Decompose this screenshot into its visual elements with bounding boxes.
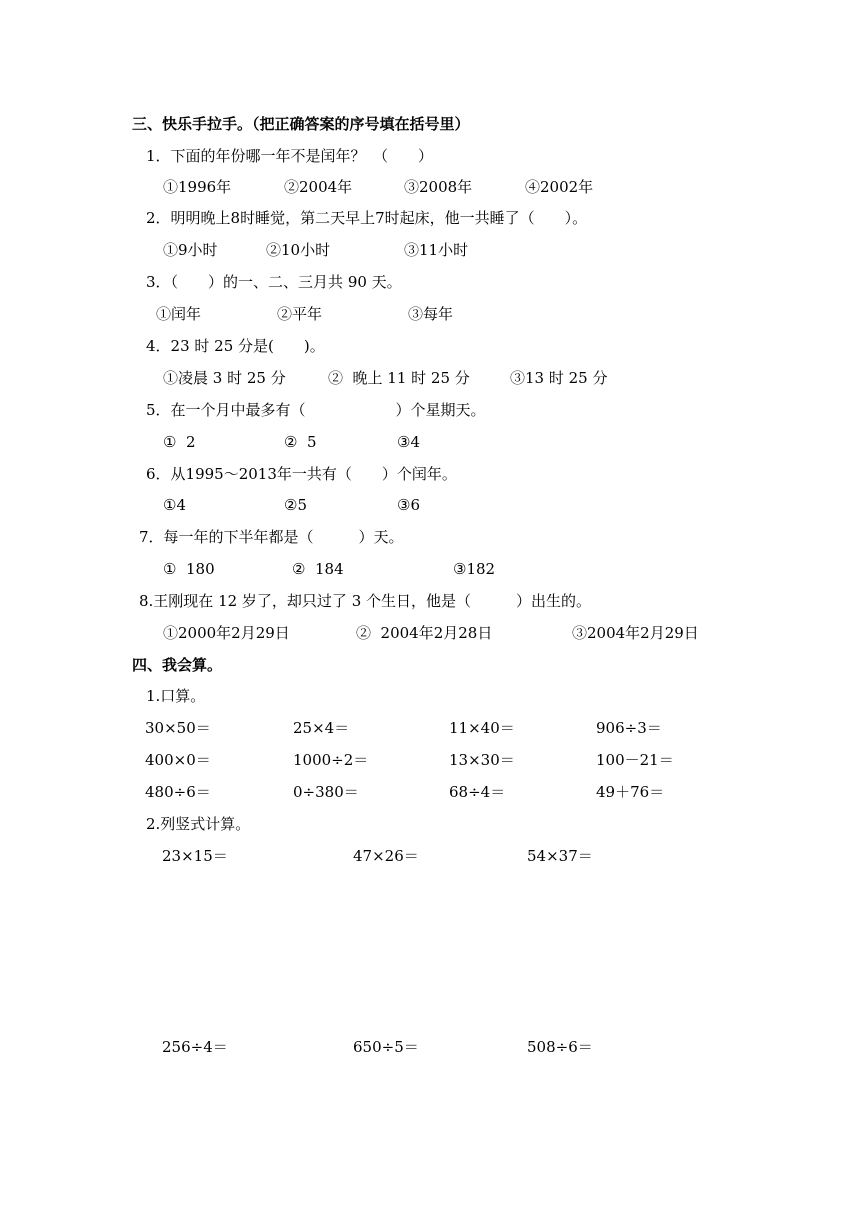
- question-2: 2．明明晚上8时睡觉，第二天早上7时起床，他一共睡了（ ）。: [146, 209, 588, 227]
- q5-option-3: ③4: [397, 433, 420, 451]
- q4-option-3: ③13 时 25 分: [510, 369, 608, 387]
- q2-option-3: ③11小时: [404, 241, 469, 259]
- q7-option-3: ③182: [453, 560, 496, 578]
- oral-item: 906÷3＝: [596, 719, 662, 737]
- vertical-calc-title: 2.列竖式计算。: [146, 815, 251, 833]
- vertical-item: 650÷5＝: [353, 1038, 419, 1056]
- question-5: 5．在一个月中最多有（ ）个星期天。: [146, 401, 486, 419]
- q6-option-2: ②5: [284, 496, 307, 514]
- oral-item: 0÷380＝: [293, 783, 359, 801]
- oral-item: 480÷6＝: [145, 783, 211, 801]
- q7-option-1: ① 180: [163, 560, 215, 578]
- question-8: 8.王刚现在 12 岁了，却只过了 3 个生日，他是（ ）出生的。: [139, 592, 592, 610]
- section-4-heading: 四、我会算。: [132, 656, 223, 674]
- q3-option-1: ①闰年: [156, 305, 202, 323]
- vertical-item: 23×15＝: [162, 847, 228, 865]
- question-4: 4．23 时 25 分是( )。: [146, 337, 325, 355]
- q4-option-2: ② 晚上 11 时 25 分: [328, 369, 470, 387]
- oral-item: 11×40＝: [449, 719, 515, 737]
- oral-item: 1000÷2＝: [293, 751, 369, 769]
- oral-item: 68÷4＝: [449, 783, 506, 801]
- q6-option-1: ①4: [163, 496, 186, 514]
- question-3: 3．（ ）的一、二、三月共 90 天。: [146, 273, 402, 291]
- q5-option-2: ② 5: [284, 433, 317, 451]
- question-1: 1．下面的年份哪一年不是闰年？ （ ）: [146, 147, 434, 165]
- q4-option-1: ①凌晨 3 时 25 分: [163, 369, 286, 387]
- q7-option-2: ② 184: [292, 560, 344, 578]
- question-6: 6．从1995～2013年一共有（ ）个闰年。: [146, 465, 457, 483]
- vertical-item: 47×26＝: [353, 847, 419, 865]
- q1-option-3: ③2008年: [404, 178, 473, 196]
- oral-item: 100－21＝: [596, 751, 674, 769]
- oral-item: 49＋76＝: [596, 783, 665, 801]
- question-7: 7．每一年的下半年都是（ ）天。: [139, 528, 404, 546]
- vertical-item: 256÷4＝: [162, 1038, 228, 1056]
- q6-option-3: ③6: [397, 496, 420, 514]
- oral-item: 25×4＝: [293, 719, 350, 737]
- oral-item: 13×30＝: [449, 751, 515, 769]
- oral-item: 30×50＝: [145, 719, 211, 737]
- q8-option-1: ①2000年2月29日: [163, 624, 290, 642]
- section-3-heading: 三、快乐手拉手。（把正确答案的序号填在括号里）: [132, 115, 470, 133]
- q2-option-2: ②10小时: [266, 241, 331, 259]
- q5-option-1: ① 2: [163, 433, 196, 451]
- vertical-item: 508÷6＝: [527, 1038, 593, 1056]
- q1-option-4: ④2002年: [525, 178, 594, 196]
- q3-option-3: ③每年: [408, 305, 454, 323]
- vertical-item: 54×37＝: [527, 847, 593, 865]
- oral-calc-title: 1.口算。: [146, 687, 206, 705]
- q8-option-2: ② 2004年2月28日: [356, 624, 493, 642]
- q3-option-2: ②平年: [277, 305, 323, 323]
- q1-option-1: ①1996年: [163, 178, 232, 196]
- oral-item: 400×0＝: [145, 751, 211, 769]
- q8-option-3: ③2004年2月29日: [572, 624, 699, 642]
- q1-option-2: ②2004年: [284, 178, 353, 196]
- q2-option-1: ①9小时: [163, 241, 218, 259]
